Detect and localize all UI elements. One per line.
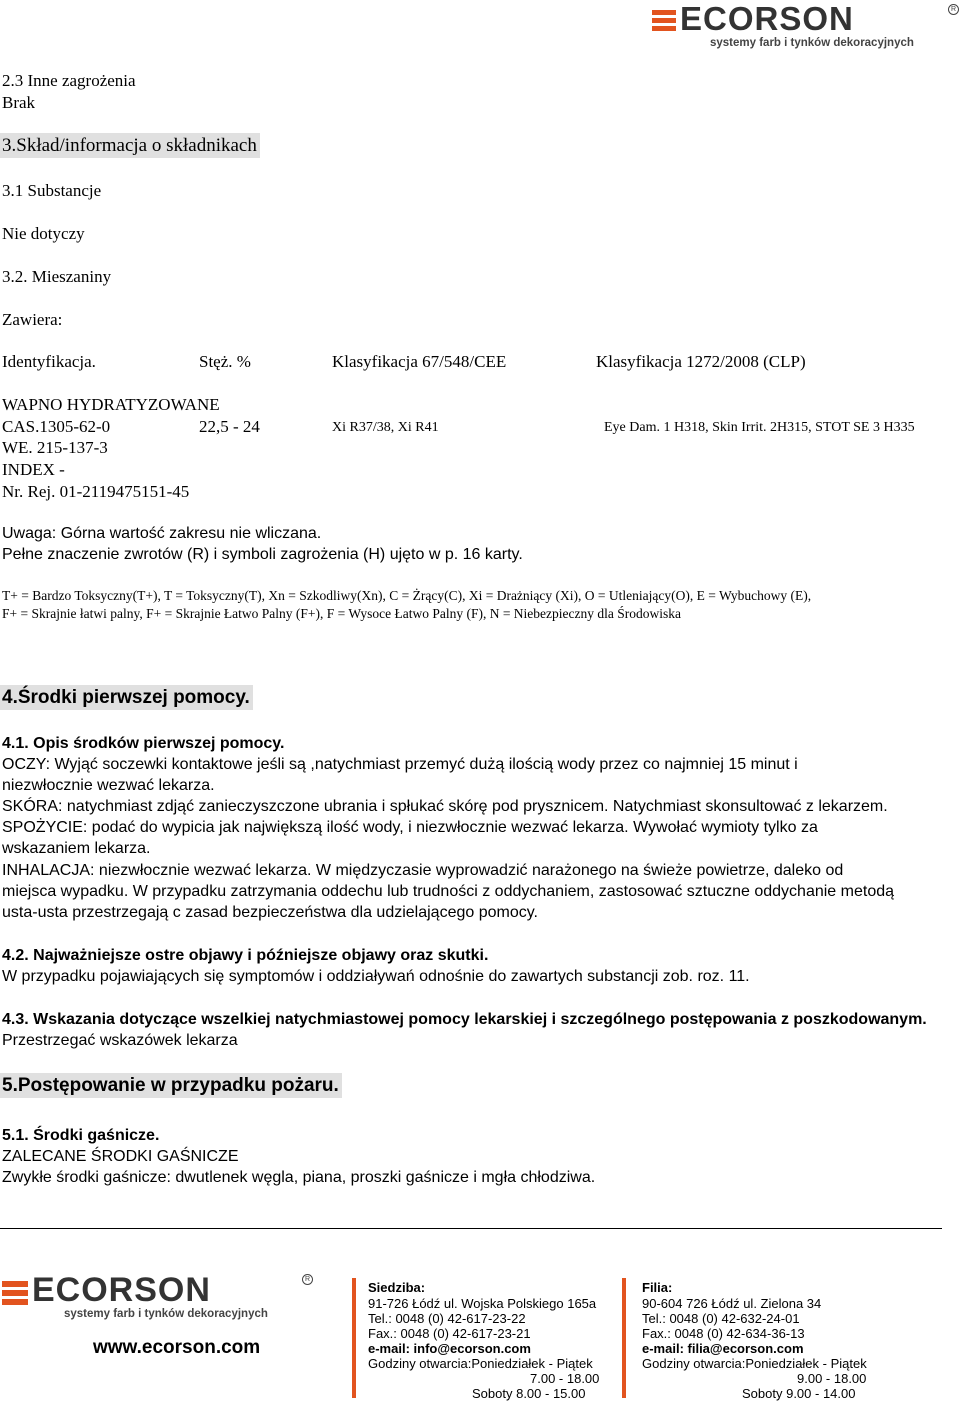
substance-class-clp: Eye Dam. 1 H318, Skin Irrit. 2H315, STOT SE 3 H335 — [604, 420, 915, 435]
footer-logo-tagline: systemy farb i tynków dekoracyjnych — [64, 1308, 268, 1320]
section-5-heading: 5.Postępowanie w przypadku pożaru. — [0, 1074, 342, 1098]
footer-logo-wordmark: ECORSON — [32, 1271, 211, 1309]
footer-branch-fax: Fax.: 0048 (0) 42-634-36-13 — [642, 1326, 805, 1341]
first-aid-line-2: niezwłocznie wezwać lekarza. — [2, 777, 215, 794]
hazard-legend-line-2: F+ = Skrajnie łatwi palny, F+ = Skrajnie Łatwo Palny (F+), F = Wysoce Łatwo Palny (F), N = Niebezpieczny dla Środowiska — [2, 606, 682, 621]
first-aid-line-5: wskazaniem lekarza. — [2, 840, 151, 857]
footer-branch-hours-saturday: Soboty 9.00 - 14.00 — [742, 1386, 856, 1401]
footer-divider — [0, 1228, 942, 1229]
registered-mark-icon: R — [948, 4, 959, 15]
substance-we: WE. 215-137-3 — [2, 438, 108, 457]
section-5-1-recommended: ZALECANE ŚRODKI GAŚNICZE — [2, 1148, 239, 1165]
section-5-1-heading: 5.1. Środki gaśnicze. — [2, 1127, 160, 1144]
col-header-class-clp: Klasyfikacja 1272/2008 (CLP) — [596, 352, 806, 371]
first-aid-line-3: SKÓRA: natychmiast zdjąć zanieczyszczone ubrania i spłukać skórę pod prysznicem. Natychmiast skonsultować z lekarzem. — [2, 798, 888, 815]
mixtures-heading: 3.2. Mieszaniny — [2, 267, 112, 286]
footer-branch-hours-week: 9.00 - 18.00 — [797, 1371, 867, 1386]
upper-range-note: Uwaga: Górna wartość zakresu nie wliczana. — [2, 525, 322, 542]
contains-label: Zawiera: — [2, 310, 63, 329]
hazard-legend-line-1: T+ = Bardzo Toksyczny(T+), T = Toksyczny(T), Xn = Szkodliwy(Xn), C = Żrący(C), Xi = Drażniący (Xi), O = Utleniający(O), E = Wybuchowy (E), — [2, 588, 812, 603]
col-header-class-67-548: Klasyfikacja 67/548/CEE — [332, 352, 507, 371]
section-4-2-heading: 4.2. Najważniejsze ostre objawy i późniejsze objawy oraz skutki. — [2, 947, 489, 964]
footer-branch-tel: Tel.: 0048 (0) 42-632-24-01 — [642, 1311, 800, 1326]
section-5-1-text: Zwykłe środki gaśnicze: dwutlenek węgla, piana, proszki gaśnicze i mgła chłodziwa. — [2, 1169, 596, 1186]
col-header-concentration: Stęż. % — [199, 352, 251, 371]
substance-cas: CAS.1305-62-0 — [2, 417, 111, 436]
section-2-3-heading: 2.3 Inne zagrożenia — [2, 71, 136, 90]
first-aid-line-1: OCZY: Wyjąć soczewki kontaktowe jeśli są ,natychmiast przemyć dużą ilością wody przez co najmniej 15 minut i — [2, 756, 798, 773]
logo-bars-icon — [652, 10, 676, 34]
section-4-heading: 4.Środki pierwszej pomocy. — [0, 686, 253, 710]
substance-index: INDEX - — [2, 460, 65, 479]
first-aid-line-4: SPOŻYCIE: podać do wypicia jak największą ilość wody, i niezwłocznie wezwać lekarza. Wywołać wymioty tylko za — [2, 819, 818, 836]
footer-branch-title: Filia: — [642, 1280, 673, 1295]
substance-concentration: 22,5 - 24 — [199, 417, 260, 436]
header-logo — [652, 0, 958, 52]
phrases-note: Pełne znaczenie zwrotów (R) i symboli zagrożenia (H) ujęto w p. 16 karty. — [2, 546, 523, 563]
section-4-1-heading: 4.1. Opis środków pierwszej pomocy. — [2, 735, 285, 752]
footer-branch-accent-bar — [622, 1278, 626, 1398]
substance-name: WAPNO HYDRATYZOWANE — [2, 395, 220, 414]
substance-class-67-548: Xi R37/38, Xi R41 — [332, 420, 439, 435]
footer-branch-hours-label: Godziny otwarcia:Poniedziałek - Piątek — [642, 1356, 867, 1371]
footer-branch-email[interactable]: e-mail: filia@ecorson.com — [642, 1341, 804, 1356]
footer-logo — [2, 1272, 314, 1322]
section-4-3-heading: 4.3. Wskazania dotyczące wszelkiej natychmiastowej pomocy lekarskiej i szczególnego postępowania z poszkodowanym. — [2, 1011, 927, 1028]
footer-hq-address: 91-726 Łódź ul. Wojska Polskiego 165a — [368, 1296, 597, 1311]
footer-hq-accent-bar — [352, 1278, 356, 1398]
section-4-3-text: Przestrzegać wskazówek lekarza — [2, 1032, 238, 1049]
logo-wordmark: ECORSON — [680, 0, 854, 37]
first-aid-line-7: miejsca wypadku. W przypadku zatrzymania oddechu lub trudności z oddychaniem, zastosować sztuczne oddychanie metodą — [2, 883, 895, 900]
substances-text: Nie dotyczy — [2, 224, 85, 243]
footer-branch-address: 90-604 726 Łódź ul. Zielona 34 — [642, 1296, 822, 1311]
footer-hq-tel: Tel.: 0048 (0) 42-617-23-22 — [368, 1311, 526, 1326]
section-3-heading: 3.Skład/informacja o składnikach — [0, 134, 260, 158]
substances-heading: 3.1 Substancje — [2, 181, 102, 200]
logo-tagline: systemy farb i tynków dekoracyjnych — [710, 37, 914, 49]
footer-hq-email[interactable]: e-mail: info@ecorson.com — [368, 1341, 531, 1356]
first-aid-line-6: INHALACJA: niezwłocznie wezwać lekarza. W międzyczasie wyprowadzić narażonego na świeże powietrze, daleko od — [2, 862, 844, 879]
footer-hq-hours-saturday: Soboty 8.00 - 15.00 — [472, 1386, 586, 1401]
footer-hq-hours-week: 7.00 - 18.00 — [530, 1371, 600, 1386]
section-2-3-text: Brak — [2, 93, 36, 112]
first-aid-line-8: usta-usta przestrzegają c zasad bezpieczeństwa dla udzielającego pomocy. — [2, 904, 538, 921]
section-4-2-text: W przypadku pojawiających się symptomów i oddziaływań odnośnie do zawartych substancji zob. roz. 11. — [2, 968, 750, 985]
footer-hq-fax: Fax.: 0048 (0) 42-617-23-21 — [368, 1326, 531, 1341]
footer-hq-title: Siedziba: — [368, 1280, 426, 1295]
substance-registration: Nr. Rej. 01-2119475151-45 — [2, 482, 190, 501]
footer-registered-mark-icon: R — [302, 1274, 313, 1285]
footer-website-link[interactable]: www.ecorson.com — [93, 1337, 261, 1358]
col-header-identification: Identyfikacja. — [2, 352, 96, 371]
footer-logo-bars-icon — [2, 1281, 28, 1308]
footer-hq-hours-label: Godziny otwarcia:Poniedziałek - Piątek — [368, 1356, 593, 1371]
